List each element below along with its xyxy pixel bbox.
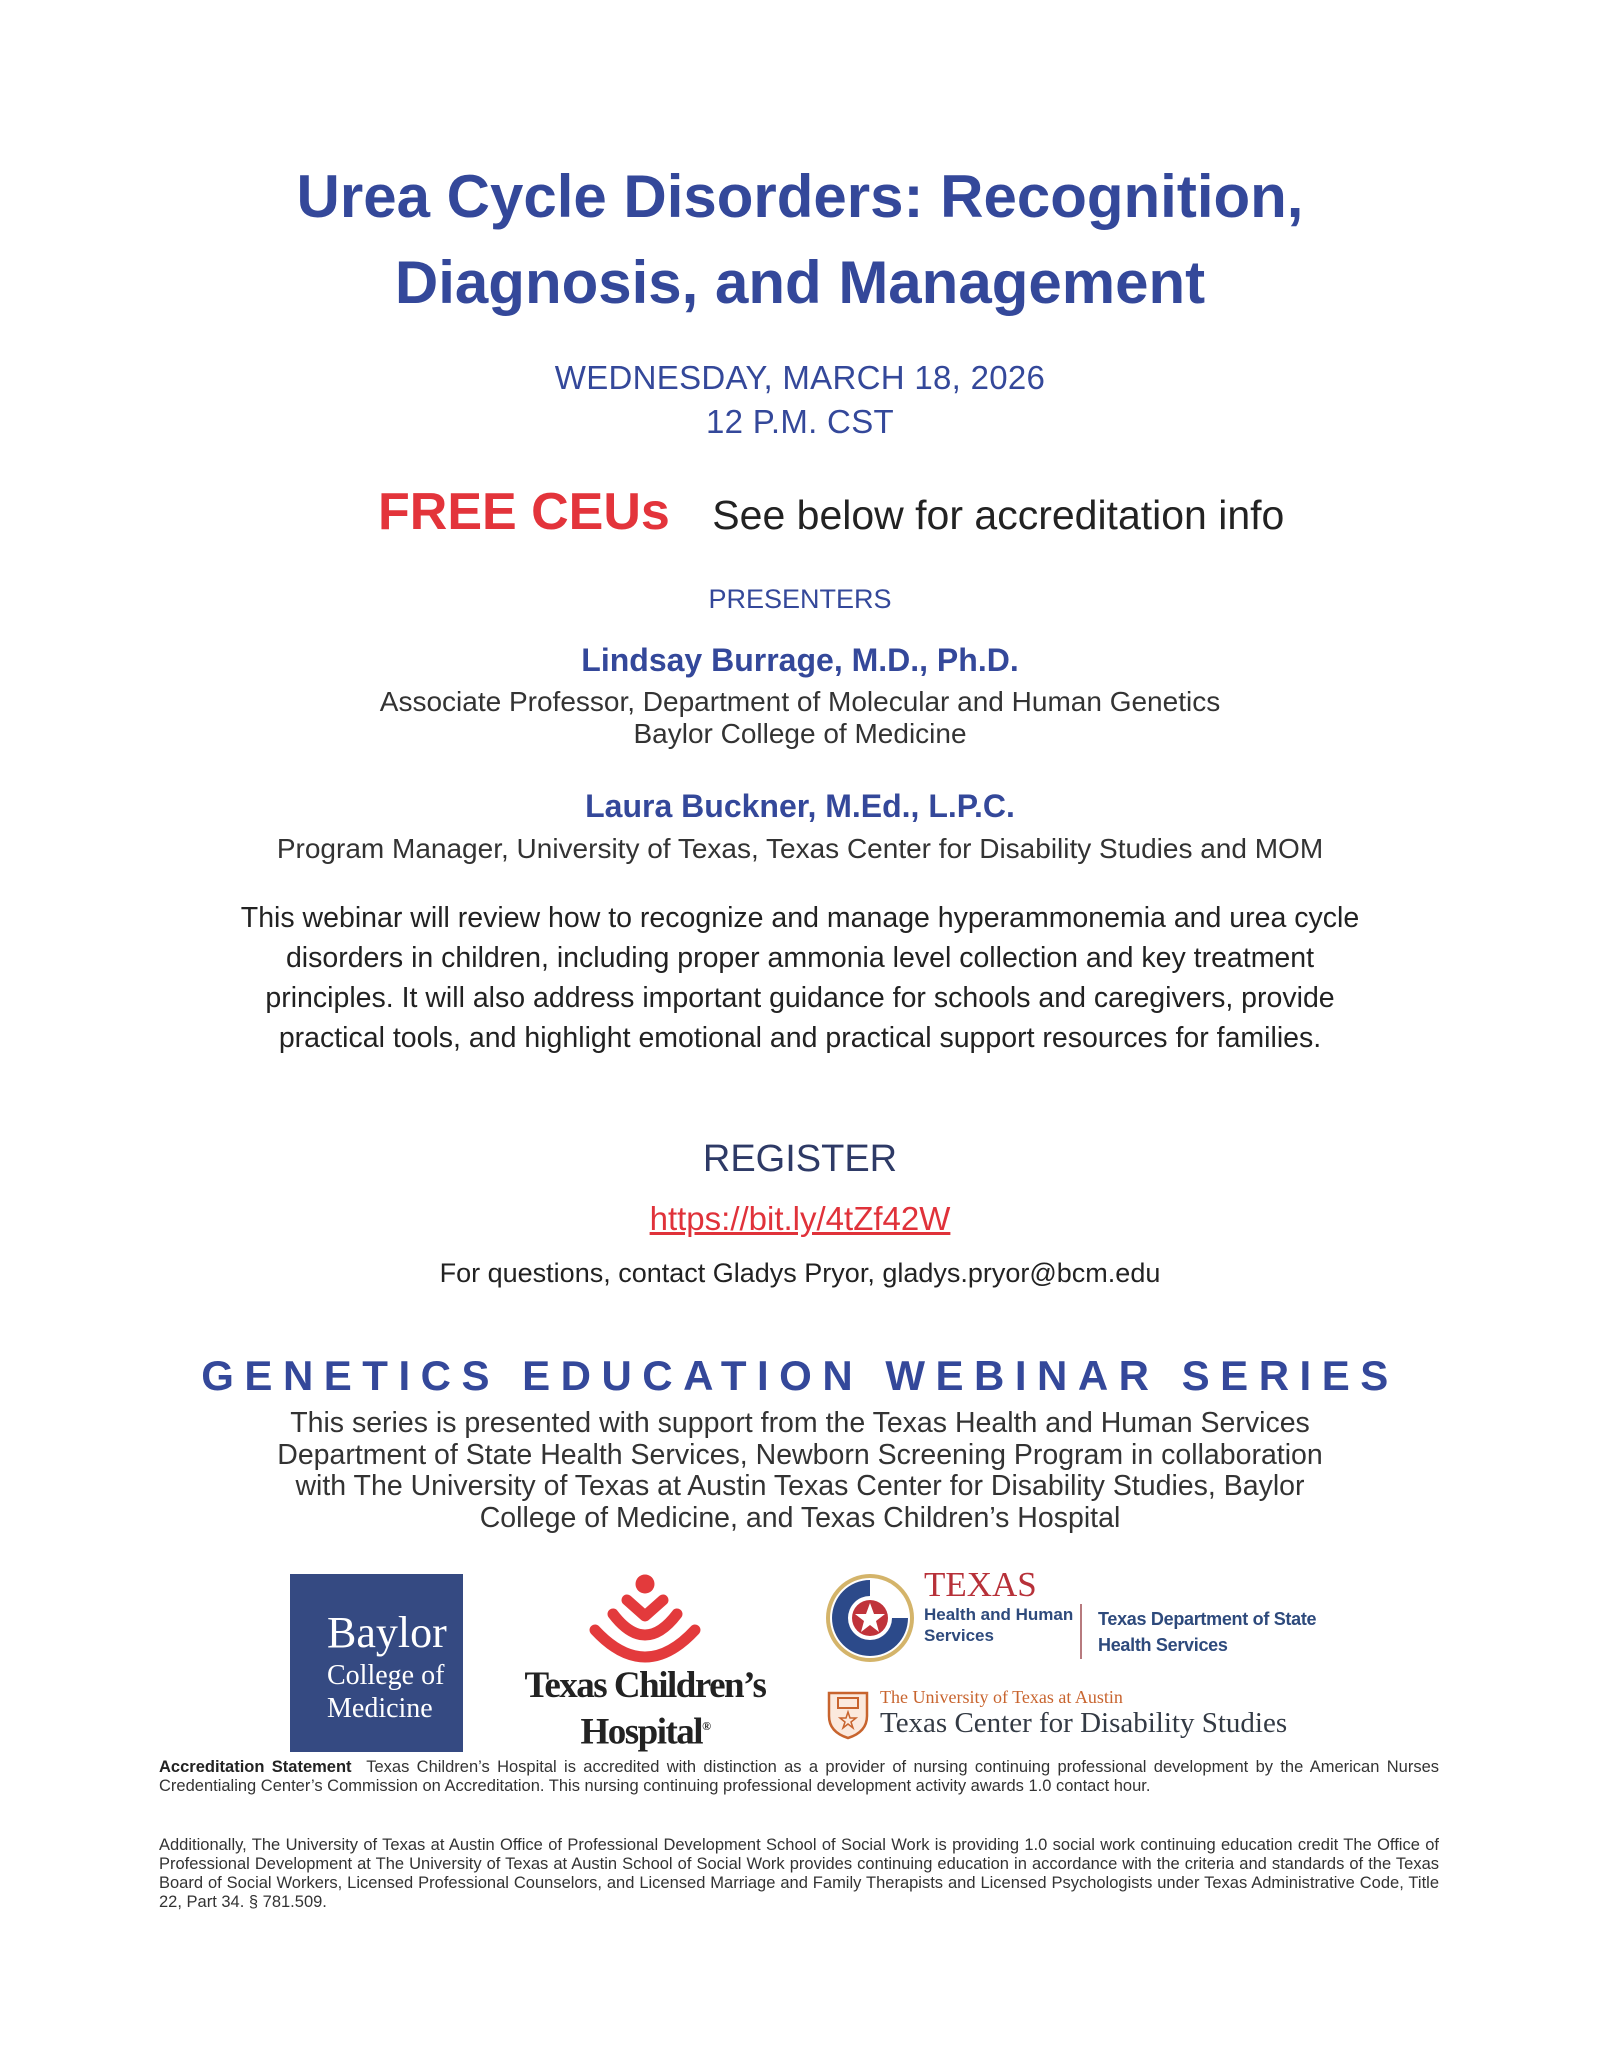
event-date: WEDNESDAY, MARCH 18, 2026 (554, 359, 1046, 396)
webinar-description (0, 898, 1600, 1058)
dshs-logo-text (1098, 1606, 1316, 1658)
hhs-logo-text (924, 1604, 1073, 1646)
description-line: disorders in children, including proper ammonia level collection and key treatment (285, 942, 1315, 974)
baylor-logo-line-1: Baylor (327, 1608, 447, 1657)
accreditation-statement (159, 1758, 1439, 1796)
register-heading: REGISTER (702, 1138, 898, 1180)
texas-star-seal-icon (822, 1572, 918, 1664)
support-line: College of Medicine, and Texas Children’s Hospital (479, 1501, 1121, 1534)
title-line-1: Urea Cycle Disorders: Recognition, (296, 163, 1304, 230)
tch-heart-icon (585, 1570, 705, 1666)
baylor-logo-line-3: Medicine (327, 1693, 433, 1724)
accreditation-heading: Accreditation Statement (159, 1758, 352, 1776)
hhs-logo-title: TEXAS (924, 1565, 1037, 1604)
page-title (0, 154, 1600, 326)
presenter-role-1-line-2: Baylor College of Medicine (633, 718, 967, 749)
hhs-logo-line-2: Services (924, 1626, 994, 1645)
ceu-row (378, 482, 1284, 542)
ut-shield-logo (826, 1690, 870, 1740)
description-line: This webinar will review how to recognize and manage hyperammonemia and urea cycle (240, 902, 1360, 934)
support-line: with The University of Texas at Austin Texas Center for Disability Studies, Baylor (295, 1470, 1305, 1502)
presenter-role-1 (0, 686, 1600, 750)
tch-logo-line-2: Hospital (580, 1711, 703, 1753)
texas-hhs-seal (822, 1572, 918, 1664)
accreditation-paragraph-1: Texas Children’s Hospital is accredited with distinction as a provider of nursing continuing professional development by the American Nurses Credentialing Center’s Commission on Accreditation. This nursing continuing professional development activity awards 1.0 contact hour. (159, 1758, 1440, 1795)
tch-logo-line-1: Texas Children’s (524, 1665, 766, 1706)
free-ceus-badge: FREE CEUs (378, 483, 670, 541)
support-line: This series is presented with support from the Texas Health and Human Services (290, 1407, 1310, 1439)
baylor-logo (290, 1574, 463, 1752)
series-support-text (0, 1408, 1600, 1534)
ut-shield-icon (826, 1690, 870, 1740)
series-title: GENETICS EDUCATION WEBINAR SERIES (201, 1352, 1399, 1399)
hhs-logo-line-1: Health and Human (924, 1605, 1074, 1624)
texas-childrens-logo (500, 1566, 790, 1756)
support-line: Department of State Health Services, Newborn Screening Program in collaboration (277, 1438, 1323, 1471)
register-link-wrap (0, 1200, 1600, 1238)
event-datetime (0, 356, 1600, 444)
presenter-name-1: Lindsay Burrage, M.D., Ph.D. (581, 642, 1019, 678)
ut-logo-line-1: The University of Texas at Austin (880, 1687, 1123, 1707)
title-line-2: Diagnosis, and Management (394, 249, 1206, 316)
description-line: principles. It will also address important guidance for schools and caregivers, provide (265, 982, 1335, 1014)
description-line: practical tools, and highlight emotional and practical support resources for families. (278, 1022, 1322, 1054)
presenter-role-2: Program Manager, University of Texas, Texas Center for Disability Studies and MOM (276, 833, 1324, 864)
ut-logo-line-2: Texas Center for Disability Studies (880, 1707, 1288, 1739)
dshs-logo-line-2: Health Services (1098, 1635, 1228, 1655)
contact-info: For questions, contact Gladys Pryor, gladys.pryor@bcm.edu (439, 1258, 1161, 1288)
presenter-role-1-line-1: Associate Professor, Department of Molecular and Human Genetics (379, 686, 1221, 717)
tch-logo-line-2-wrap (500, 1706, 790, 1752)
registered-mark: ® (702, 1719, 710, 1733)
accreditation-note: See below for accreditation info (712, 492, 1285, 538)
baylor-logo-line-2: College of (327, 1660, 445, 1691)
dshs-logo-line-1: Texas Department of State (1098, 1609, 1317, 1629)
presenter-name-2: Laura Buckner, M.Ed., L.P.C. (585, 788, 1015, 824)
accreditation-paragraph-2: Additionally, The University of Texas at Austin Office of Professional Development School of Social Work is providing 1.0 social work continuing education credit The Office of Professional Development at The University of Texas at Austin School of Social Work provides continuing education in accordance with the criteria and standards of the Texas Board of Social Workers, Licensed Professional Counselors, and Licensed Marriage and Family Therapists and Licensed Psychologists under Texas Administrative Code, Title 22, Part 34. § 781.509. (159, 1836, 1439, 1911)
event-time: 12 P.M. CST (706, 403, 894, 440)
register-link[interactable]: https://bit.ly/4tZf42W (649, 1200, 951, 1237)
logo-divider (1080, 1604, 1082, 1659)
presenters-label: PRESENTERS (708, 584, 892, 614)
